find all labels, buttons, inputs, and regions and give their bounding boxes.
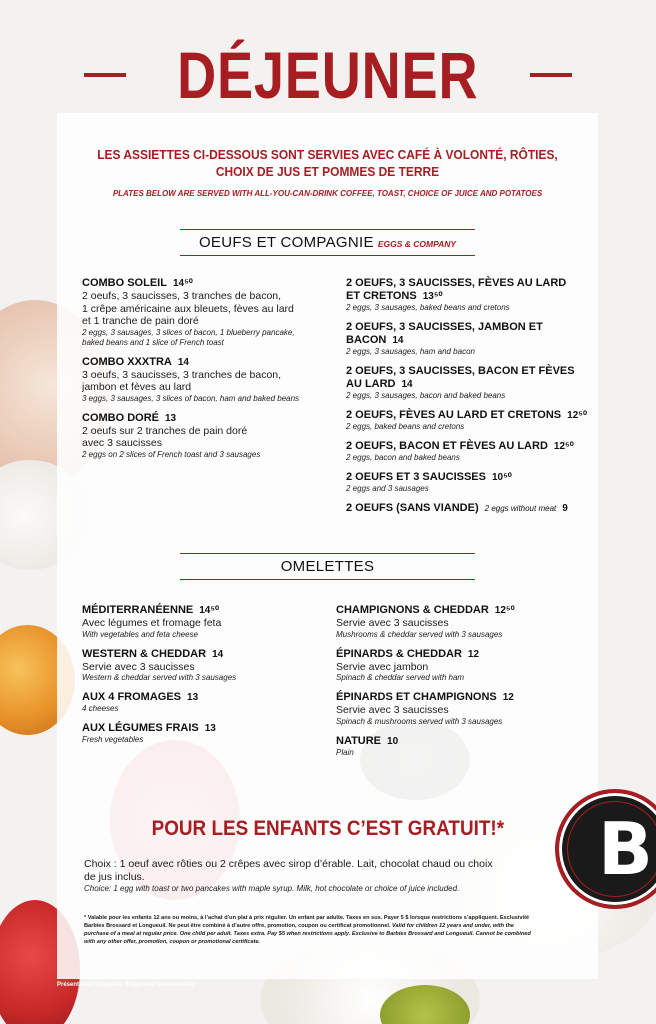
title-dash-right [530,73,572,77]
item-desc-en: 2 eggs, bacon and baked beans [346,453,460,462]
menu-item [346,365,591,401]
item-desc-en: Spinach & mushrooms served with 3 sausages [336,716,503,726]
item-price: 13⁵⁰ [422,291,443,302]
item-desc: Servie avec jambon [336,660,429,673]
menu-item [336,648,586,684]
item-desc-en: Mushrooms & cheddar served with 3 sausages [336,629,503,639]
item-name: 2 OEUFS, 3 SAUCISSES, FÈVES AU LARD [346,277,567,289]
menu-item [346,409,591,432]
item-desc-en: Spinach & cheddar served with ham [336,673,465,682]
presentation-note-en: Suggested presentation. [125,982,196,988]
item-desc: Avec légumes et fromage feta [82,617,222,629]
page-title: DÉJEUNER [177,38,479,112]
item-desc-en: 2 eggs and 3 sausages [346,484,429,493]
menu-item [82,412,344,460]
item-name: COMBO DORÉ [82,411,159,424]
item-name: 2 OEUFS, FÈVES AU LARD ET CRETONS [346,409,562,421]
item-price: 14⁵⁰ [172,278,193,289]
item-price: 12⁵⁰ [567,410,587,421]
item-name: ÉPINARDS ET CHAMPIGNONS [336,691,497,703]
fine-print-en: Valid for children 12 years and under, with the purchase of a meal at regular price. One child per adult. Taxes extra. Pay $5 when restrictions apply. Exclusive to Barbies Brossard and Longueuil. Cannot be combined with any other offer, promotion, coupon or promotional certificate. [84,923,531,945]
item-price: 12 [502,692,514,703]
item-price: 14⁵⁰ [199,605,220,616]
item-price: 10 [387,735,399,747]
menu-item [82,648,332,684]
item-desc: et 1 tranche de pain doré [82,315,199,327]
kids-header [128,812,528,846]
omelettes-right-column [336,604,586,766]
item-name: AU LARD [346,378,396,390]
item-price: 14 [177,356,189,368]
intro-french [79,146,577,180]
brand-logo-ring [567,801,656,897]
menu-item [346,321,591,357]
item-name: 2 OEUFS, BACON ET FÈVES AU LARD [346,440,548,452]
omelettes-left-column [82,604,332,753]
menu-item [82,604,332,640]
menu-item [336,604,586,640]
intro-english: PLATES BELOW ARE SERVED WITH ALL-YOU-CAN-DRINK COFFEE, TOAST, CHOICE OF JUICE AND POTATOES [112,189,543,198]
item-desc-en: Plain [336,747,354,757]
item-desc: 2 oeufs, 3 saucisses, 3 tranches de bacon, [82,290,282,302]
item-desc: 1 crêpe américaine aux bleuets, fèves au lard [82,302,294,315]
fine-print [84,914,534,946]
item-name: 2 OEUFS, 3 SAUCISSES, JAMBON ET BACON [346,321,543,346]
item-name: MÉDITERRANÉENNE [82,604,194,616]
section-eggs-title-en: EGGS & COMPANY [377,239,457,249]
menu-item [82,722,332,745]
item-desc-en: 2 eggs without meat [484,504,557,513]
item-desc-en: 2 eggs, baked beans and cretons [346,422,465,431]
item-desc-en: 3 eggs, 3 sausages, 3 slices of bacon, ham and baked beans [82,393,300,403]
item-price: 12⁵⁰ [553,441,574,452]
item-price: 14 [392,335,404,346]
item-price: 10⁵⁰ [491,472,512,483]
item-desc-en: 2 eggs on 2 slices of French toast and 3 sausages [82,449,261,459]
item-price: 13 [165,412,177,424]
menu-item [346,471,591,494]
item-desc-en: 2 eggs, 3 sausages, ham and bacon [346,347,475,356]
presentation-note [57,982,195,988]
item-desc-en: With vegetables and feta cheese [82,629,199,639]
item-price: 14 [212,648,224,660]
kids-title: POUR LES ENFANTS C’EST GRATUIT!* [151,817,505,840]
item-desc: 3 oeufs, 3 saucisses, 3 tranches de bacon, [82,368,282,381]
item-desc: 2 oeufs sur 2 tranches de pain doré [82,424,248,437]
item-desc: Servie avec 3 saucisses [336,704,449,716]
page-title-row [0,40,656,110]
presentation-note-fr: Présentation suggérée. [57,982,124,988]
item-name: 2 OEUFS (SANS VIANDE) [346,502,479,514]
item-name: COMBO XXXTRA [82,355,172,368]
item-name: CHAMPIGNONS & CHEDDAR [336,604,489,616]
item-desc-en: Western & cheddar served with 3 sausages [82,673,237,682]
kids-desc-line-1: Choix : 1 oeuf avec rôties ou 2 crêpes avec sirop d’érable. Lait, chocolat chaud ou choix [84,858,493,870]
item-name: COMBO SOLEIL [82,277,167,289]
intro-line-1: LES ASSIETTES CI-DESSOUS SONT SERVIES AVEC CAFÉ À VOLONTÉ, RÔTIES, [97,147,558,162]
menu-item [82,691,332,714]
item-name: NATURE [336,734,382,747]
kids-description [84,858,514,884]
item-price: 9 [562,503,568,514]
menu-item [82,277,344,348]
item-desc: jambon et fèves au lard [82,381,192,393]
item-name: WESTERN & CHEDDAR [82,647,207,660]
item-price: 14 [401,379,413,390]
item-name: 2 OEUFS ET 3 SAUCISSES [346,471,486,483]
item-name: 2 OEUFS, 3 SAUCISSES, BACON ET FÈVES [346,365,575,377]
item-price: 12 [467,648,480,660]
item-desc-en: 2 eggs, 3 sausages, bacon and baked beans [346,391,506,400]
item-price: 13 [204,723,216,734]
menu-item [82,356,344,404]
item-desc-en: 2 eggs, 3 sausages, baked beans and cretons [346,303,510,312]
section-omelettes-header [180,553,475,580]
item-name: AUX LÉGUMES FRAIS [82,722,199,734]
section-eggs-title: OEUFS ET COMPAGNIE [198,234,374,251]
kids-description-en: Choice: 1 egg with toast or two pancakes with maple syrup. Milk, hot chocolate or choice of juice included. [84,884,460,893]
eggs-right-column [346,277,591,523]
item-desc: Servie avec 3 saucisses [82,660,195,673]
section-omelettes-title: OMELETTES [280,558,375,575]
menu-item [336,691,586,727]
section-eggs-header [180,229,475,256]
item-price: 13 [187,692,199,703]
menu-item [346,277,591,313]
kids-desc-line-2: de jus inclus. [84,871,145,883]
eggs-left-column [82,277,344,468]
menu-item [336,735,586,758]
item-desc: Servie avec 3 saucisses [336,617,449,629]
item-desc-en: 4 cheeses [82,704,119,713]
intro-line-2: CHOIX DE JUS ET POMMES DE TERRE [215,164,440,179]
item-desc: avec 3 saucisses [82,437,162,449]
menu-item [346,502,591,515]
title-dash-left [84,73,126,77]
item-desc-en: baked beans and 1 slice of French toast [82,337,224,347]
item-name: ET CRETONS [346,290,417,302]
item-name: ÉPINARDS & CHEDDAR [336,647,462,660]
item-desc-en: Fresh vegetables [82,735,144,744]
fine-print-fr: * Valable pour les enfants 12 ans ou moins, à l’achat d’un plat à prix régulier. Un enfant par adulte. Taxes en sus. Payer 5 $ lorsque restrictions s’appliquent. Exclusivité Barbies Brossard et Longueuil. Ne peut être combiné à d’autre offre, promotion, coupon ou certificat promotionnel. [84,915,530,929]
menu-item [346,440,591,463]
item-price: 12⁵⁰ [494,605,515,616]
item-desc-en: 2 eggs, 3 sausages, 3 slices of bacon, 1 blueberry pancake, [82,327,295,337]
item-name: AUX 4 FROMAGES [82,691,182,703]
brand-logo-letter: B [598,807,653,891]
